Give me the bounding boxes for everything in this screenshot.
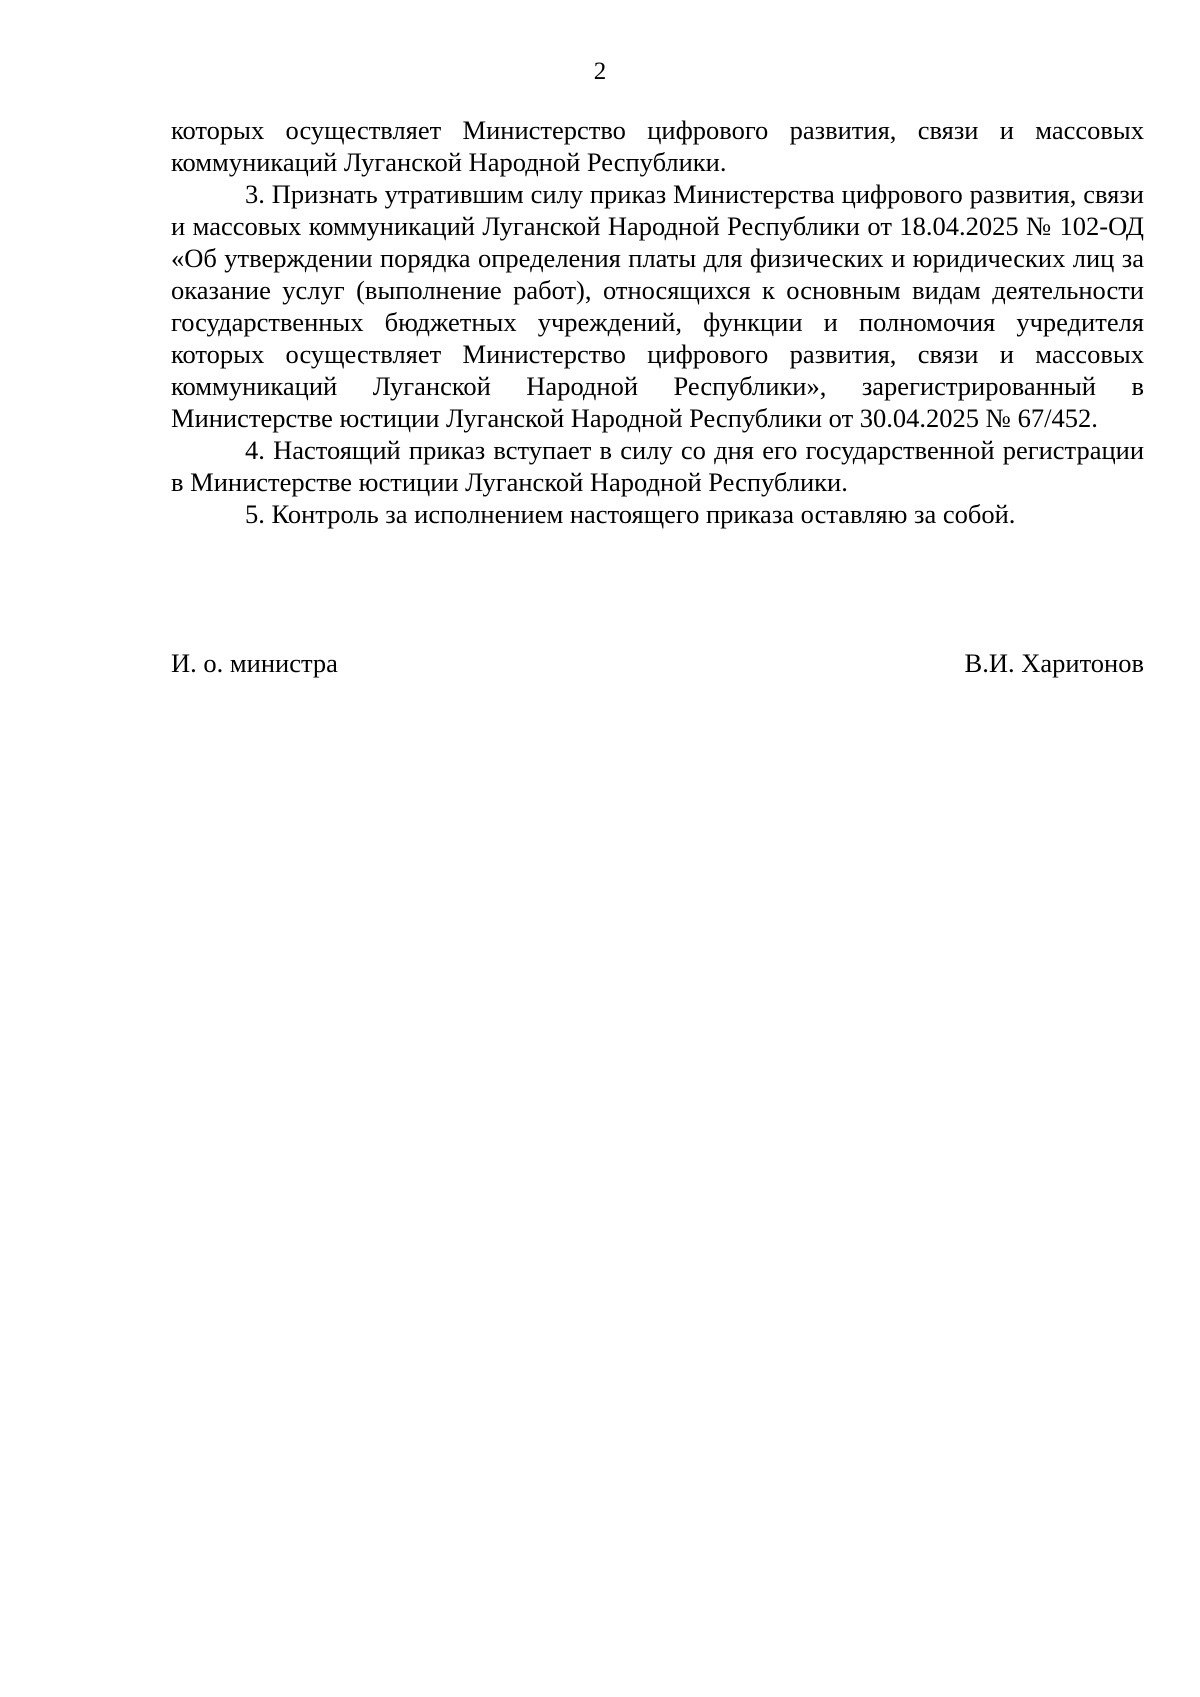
signatory-name: В.И. Харитонов — [964, 648, 1144, 678]
paragraph-item-5: 5. Контроль за исполнением настоящего приказа оставляю за собой. — [245, 499, 1016, 529]
paragraph-item-4: 4. Настоящий приказ вступает в силу со дня его государственной регистрации в Министерстве юстиции Луганской Народной Республики. — [171, 435, 1144, 497]
paragraph-continuation: которых осуществляет Министерство цифрового развития, связи и массовых коммуникаций Луганской Народной Республики. — [171, 115, 1144, 177]
signatory-position: И. о. министра — [171, 648, 338, 678]
signature-block — [171, 647, 1144, 679]
document-body — [171, 114, 1144, 530]
paragraph-item-3: 3. Признать утратившим силу приказ Министерства цифрового развития, связи и массовых коммуникаций Луганской Народной Республики от 18.04.2025 № 102-ОД «Об утверждении порядка определения платы для физических и юридических лиц за оказание услуг (выполнение работ), относящихся к основным видам деятельности государственных бюджетных учреждений, функции и полномочия учредителя которых осуществляет Министерство цифрового развития, связи и массовых коммуникаций Луганской Народной Республики», зарегистрированный в Министерстве юстиции Луганской Народной Республики от 30.04.2025 № 67/452. — [171, 179, 1144, 433]
page-number: 2 — [593, 58, 607, 85]
